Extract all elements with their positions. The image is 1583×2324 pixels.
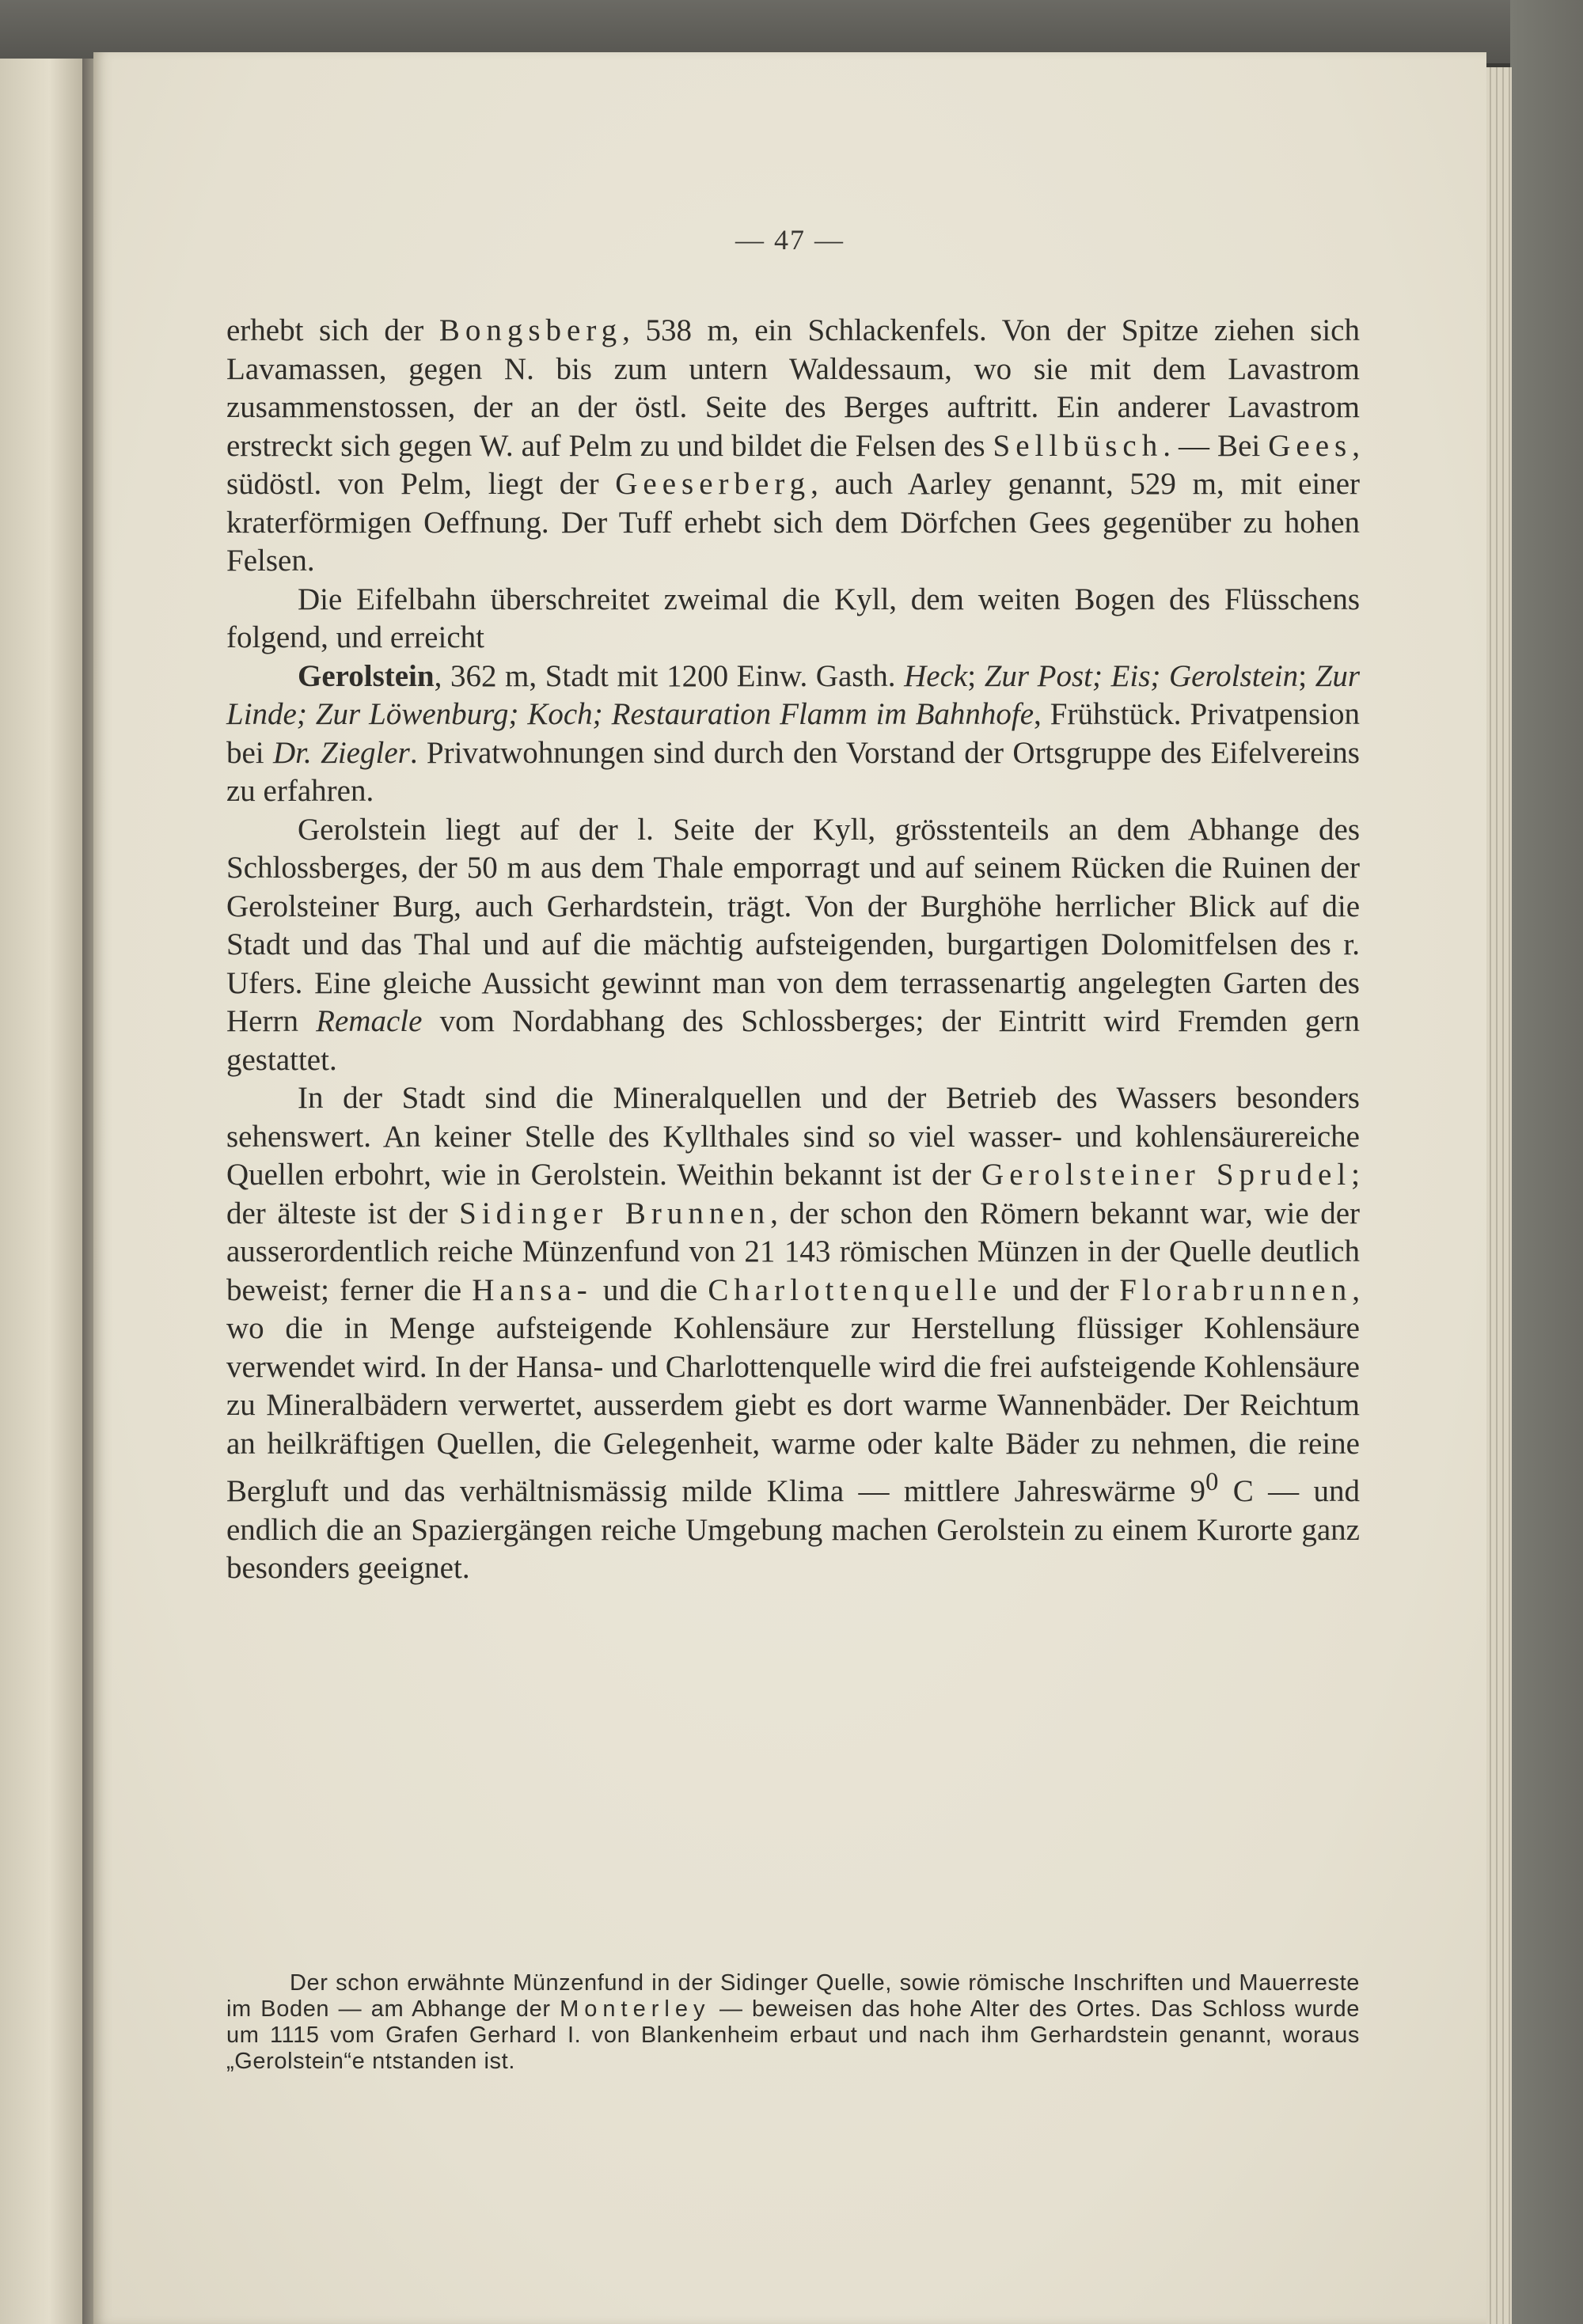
paragraph-1 — [226, 312, 1360, 581]
heading-gerolstein: Gerolstein — [298, 658, 435, 693]
text-run: , auch Aarley genannt, 529 m, mit einer kraterförmigen Oeffnung. Der Tuff erhebt sich dem Dörfchen Gees gegenüber zu hohen Felsen. — [226, 467, 1360, 578]
spring-gerolsteiner-sprudel: Gerolsteiner Sprudel — [981, 1158, 1352, 1192]
paragraph-5 — [226, 1079, 1360, 1588]
text-run: , Frühstück. Privatpension bei — [226, 697, 1360, 770]
spring-sidinger-brunnen: Sidinger Brunnen — [459, 1196, 771, 1230]
text-run: erhebt sich der — [226, 313, 439, 347]
text-run: , südöstl. von Pelm, liegt der — [226, 428, 1360, 501]
place-geeserberg: Geeserberg — [615, 467, 811, 501]
text-run: ; der älteste ist der — [226, 1158, 1361, 1230]
text-run: ; — [1298, 658, 1315, 693]
paragraph-2: Die Eifelbahn überschreitet zweimal die Kyll, dem weiten Bogen des Flüsschens folgend, und erreicht — [226, 582, 1360, 654]
place-monterley: Monterley — [560, 1996, 711, 2022]
footnote-paragraph — [226, 1970, 1360, 2075]
text-run: Gerolstein liegt auf der l. Seite der Kyll, grösstenteils an dem Abhange des Schlossberges, der 50 m aus dem Thale emporragt und auf seinem Rücken die Ruinen der Gerolsteiner Burg, auch Gerhardstein, trägt. Von der Burghöhe herrlicher Blick auf die Stadt und das Thal und auf die mächtig aufsteigenden, burgartigen Dolomitfelsen des r. Ufers. Eine gleiche Aussicht gewinnt man von dem terrassenartig angelegten Garten des Herrn — [226, 812, 1360, 1038]
hotel-names: Zur Post; Eis; Gerolstein — [984, 658, 1299, 693]
text-run: und die — [592, 1272, 708, 1307]
left-page-edge — [0, 59, 85, 2324]
spring-hansa: Hansa- — [472, 1272, 593, 1307]
paragraph-4 — [226, 811, 1360, 1080]
spring-florabrunnen: Florabrunnen — [1119, 1272, 1353, 1307]
pension-name: Dr. Ziegler — [273, 735, 410, 770]
text-run: , wo die in Menge aufsteigende Kohlensäure zur Herstellung flüssiger Kohlensäure verwendet wird. In der Hansa- und Charlottenquelle wird die frei aufsteigende Kohlensäure zu Mineralbädern verwertet, ausserdem giebt es dort warme Wannenbäder. Der Reichtum an heilkräftigen Quellen, die Gelegenheit, warme oder kalte Bäder zu nehmen, die reine Bergluft und das verhältnismässig milde Klima — mittlere Jahreswärme 9 — [226, 1272, 1360, 1508]
place-gees: Gees — [1268, 428, 1353, 463]
page-number: — 47 — — [735, 224, 845, 256]
text-run: Der schon erwähnte Münzenfund in der Sidinger Quelle, sowie römische Inschriften und Mauerreste im Boden — am Abhange der — [226, 1970, 1360, 2022]
degree-superscript: 0 — [1205, 1468, 1219, 1496]
book-page — [93, 52, 1486, 2324]
text-run: ; — [967, 658, 985, 693]
paragraph-3 — [226, 658, 1360, 811]
place-bongsberg: Bongsberg — [438, 313, 623, 347]
text-run: , 362 m, Stadt mit 1200 Einw. Gasth. — [434, 658, 905, 693]
text-run: — beweisen das hohe Alter des Ortes. Das Schloss wurde um 1115 vom Grafen Gerhard I. von Blankenheim erbaut und nach ihm Gerhardstein genannt, woraus „Gerolstein“e ntstanden ist. — [226, 1996, 1360, 2074]
body-text — [226, 312, 1360, 1588]
book-cover-right — [1510, 0, 1583, 2324]
text-run: , 538 m, ein Schlackenfels. Von der Spitze ziehen sich Lavamassen, gegen N. bis zum untern Waldessaum, wo sie mit dem Lavastrom zusammenstossen, der an der östl. Seite des Berges auftritt. Ein anderer Lavastrom erstreckt sich gegen W. auf Pelm zu und bildet die Felsen des — [226, 313, 1360, 463]
person-remacle: Remacle — [316, 1004, 423, 1038]
text-run: , der schon den Römern bekannt war, wie der ausserordentlich reiche Münzenfund von 21 143 römischen Münzen in der Quelle deutlich beweist; ferner die — [226, 1196, 1360, 1307]
text-run: vom Nordabhang des Schlossberges; der Eintritt wird Fremden gern gestattet. — [226, 1004, 1360, 1077]
spring-charlottenquelle: Charlottenquelle — [708, 1272, 1003, 1307]
hotel-names: Zur Linde; Zur Löwenburg; Koch; Restauration Flamm im Bahnhofe — [226, 658, 1360, 731]
text-run: C — und endlich die an Spaziergängen reiche Umgebung machen Gerolstein zu einem Kurorte ganz besonders geeignet. — [226, 1474, 1361, 1585]
text-run: . Privatwohnungen sind durch den Vorstand der Ortsgruppe des Eifelvereins zu erfahren. — [226, 735, 1360, 808]
text-run: In der Stadt sind die Mineralquellen und der Betrieb des Wassers besonders sehenswert. An keiner Stelle des Kyllthales sind so viel wasser- und kohlensäurereiche Quellen erbohrt, wie in Gerolstein. Weithin bekannt ist der — [226, 1081, 1360, 1192]
footnote — [226, 1970, 1360, 2075]
hotel-name: Heck — [904, 658, 968, 693]
text-run: und der — [1002, 1272, 1120, 1307]
text-run: . — Bei — [1163, 428, 1269, 463]
place-sellbuesch: Sellbüsch — [993, 428, 1164, 463]
